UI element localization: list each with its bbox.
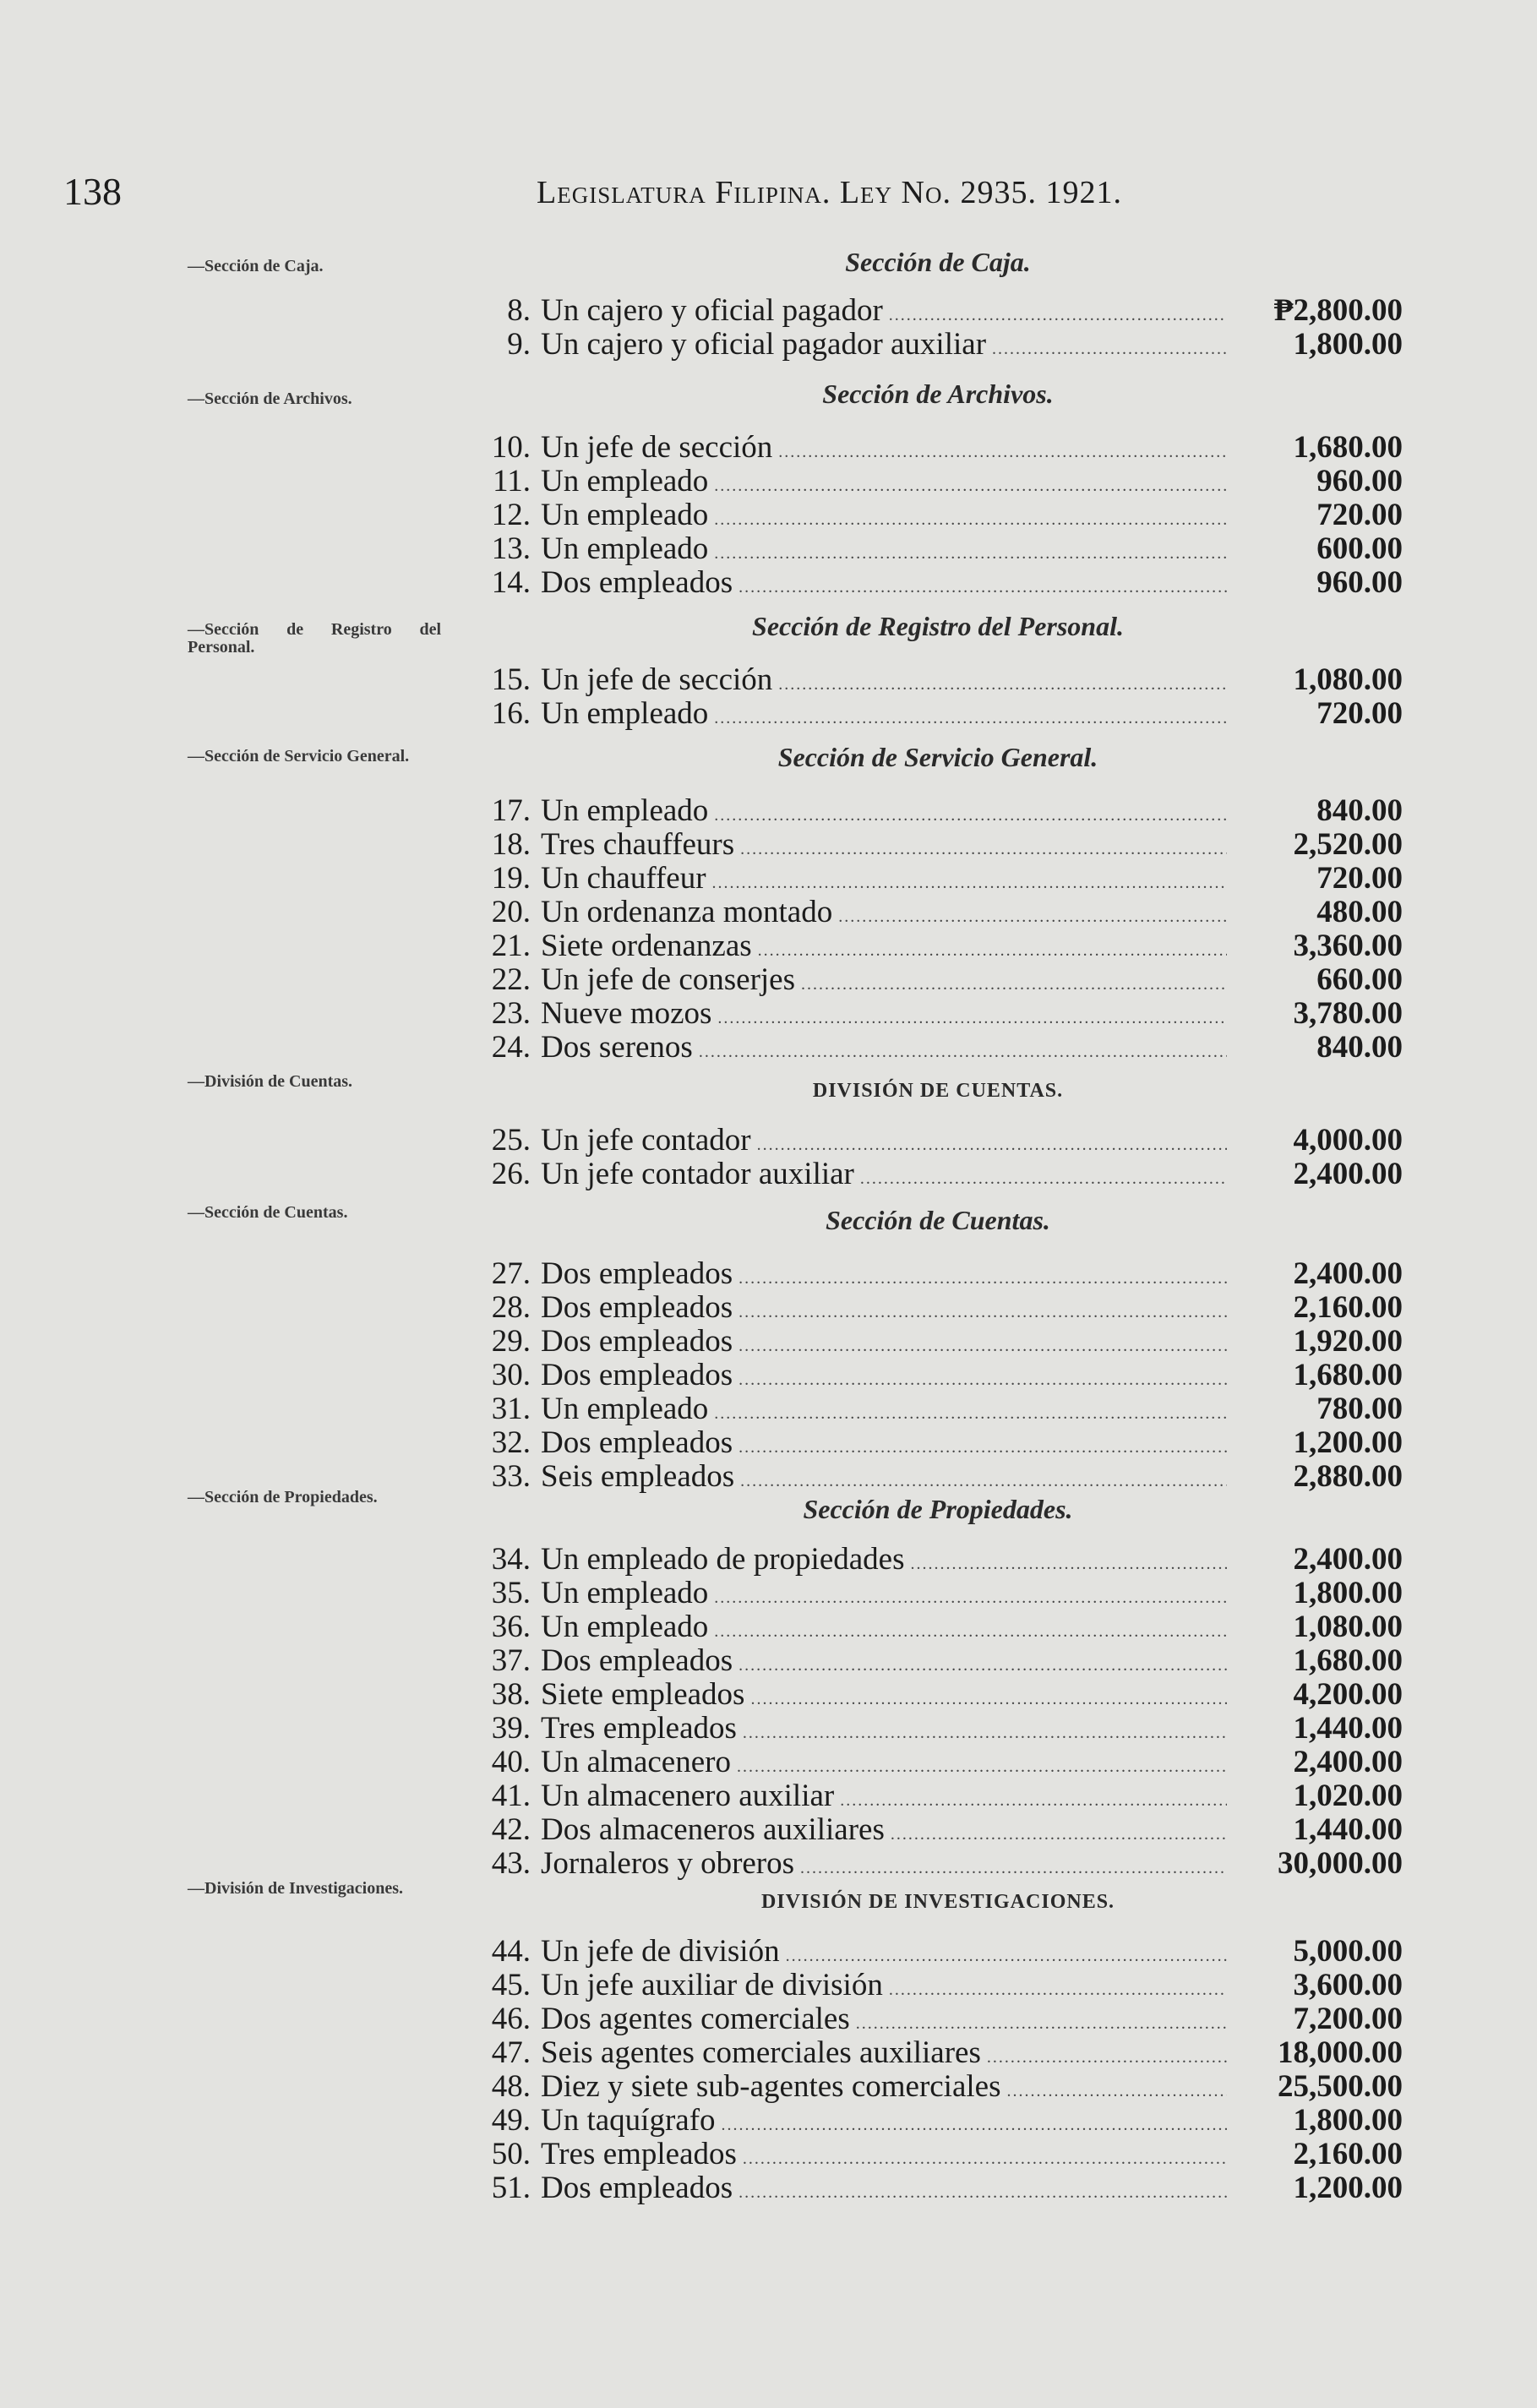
entry-number: 47.	[491, 2035, 531, 2070]
list-item	[473, 1460, 1403, 1494]
section-heading: Sección de Caja.	[845, 247, 1031, 277]
section-heading: Sección de Propiedades.	[803, 1494, 1073, 1524]
list-item	[473, 328, 1403, 362]
entry-amount: 1,080.00	[1293, 662, 1403, 697]
entry-description: Un taquígrafo .....	[541, 2104, 1227, 2138]
entry-description: Dos empleados .....	[541, 1291, 1227, 1325]
entry-number: 9.	[507, 327, 531, 362]
list-item	[473, 1779, 1403, 1813]
entry-amount: 2,160.00	[1293, 2137, 1403, 2171]
margin-note: —Sección de Archivos.	[188, 390, 352, 408]
entry-number: 29.	[491, 1324, 531, 1359]
entry-amount: 720.00	[1316, 861, 1403, 896]
entry-number: 45.	[491, 1968, 531, 2002]
list-item	[473, 1678, 1403, 1712]
list-item	[473, 929, 1403, 963]
entry-number: 35.	[491, 1576, 531, 1610]
entry-number: 21.	[491, 929, 531, 963]
entry-number: 17.	[491, 793, 531, 828]
margin-note: —División de Investigaciones.	[188, 1879, 404, 1898]
list-item	[473, 2171, 1403, 2205]
list-item	[473, 1359, 1403, 1392]
entry-amount: 960.00	[1316, 464, 1403, 498]
entry-amount: 660.00	[1316, 962, 1403, 997]
entry-number: 18.	[491, 827, 531, 862]
entry-amount: 780.00	[1316, 1392, 1403, 1426]
entry-number: 20.	[491, 895, 531, 929]
entry-number: 34.	[491, 1542, 531, 1577]
entry-number: 14.	[491, 565, 531, 600]
entry-number: 22.	[491, 962, 531, 997]
entry-description: Un cajero y oficial pagador auxiliar .....	[541, 328, 1227, 362]
entry-amount: 4,000.00	[1293, 1123, 1403, 1158]
entry-number: 26.	[491, 1157, 531, 1191]
list-item	[473, 2070, 1403, 2104]
list-item	[473, 1746, 1403, 1779]
entry-description: Dos empleados .....	[541, 1426, 1227, 1460]
list-item	[473, 1124, 1403, 1158]
entry-number: 24.	[491, 1030, 531, 1065]
entry-number: 10.	[491, 430, 531, 465]
entry-description: Dos empleados .....	[541, 1325, 1227, 1359]
entry-amount: 1,200.00	[1293, 1425, 1403, 1460]
section-heading: Sección de Archivos.	[822, 379, 1054, 409]
entry-amount: 480.00	[1316, 895, 1403, 929]
division-heading: DIVISIÓN DE INVESTIGACIONES.	[760, 1891, 1115, 1913]
entry-number: 27.	[491, 1256, 531, 1291]
entry-description: Un jefe contador .....	[541, 1124, 1227, 1158]
list-item	[473, 794, 1403, 828]
entry-amount: 1,800.00	[1293, 1576, 1403, 1610]
entry-description: Un cajero y oficial pagador .....	[541, 294, 1227, 328]
entry-amount: 720.00	[1316, 498, 1403, 532]
entry-amount: 2,400.00	[1293, 1256, 1403, 1291]
entry-number: 41.	[491, 1779, 531, 1813]
entry-amount: 840.00	[1316, 793, 1403, 828]
entry-amount: 30,000.00	[1278, 1846, 1403, 1881]
entry-number: 51.	[491, 2171, 531, 2205]
list-item	[473, 828, 1403, 862]
entry-amount: 7,200.00	[1293, 2002, 1403, 2036]
entry-amount: 2,520.00	[1293, 827, 1403, 862]
entry-description: Un empleado .....	[541, 1610, 1227, 1644]
entry-description: Un empleado .....	[541, 1392, 1227, 1426]
entry-number: 39.	[491, 1711, 531, 1746]
list-item	[473, 663, 1403, 697]
entry-description: Un jefe contador auxiliar .....	[541, 1158, 1227, 1191]
entry-amount: 720.00	[1316, 696, 1403, 731]
entry-amount: 2,880.00	[1293, 1459, 1403, 1494]
margin-note: —Sección de Caja.	[188, 257, 324, 275]
entry-amount: 2,400.00	[1293, 1542, 1403, 1577]
entry-description: Un jefe de división .....	[541, 1935, 1227, 1969]
entry-amount: 2,160.00	[1293, 1290, 1403, 1325]
list-item	[473, 1257, 1403, 1291]
list-item	[473, 431, 1403, 465]
list-item	[473, 1325, 1403, 1359]
entry-description: Un almacenero auxiliar .....	[541, 1779, 1227, 1813]
entry-number: 40.	[491, 1745, 531, 1779]
entry-amount: 5,000.00	[1293, 1934, 1403, 1969]
margin-note: —Sección de Cuentas.	[188, 1203, 348, 1222]
entry-number: 32.	[491, 1425, 531, 1460]
list-item	[473, 1935, 1403, 1969]
entry-description: Un empleado .....	[541, 498, 1227, 532]
list-item	[473, 1610, 1403, 1644]
entry-amount: 1,920.00	[1293, 1324, 1403, 1359]
section-heading: Sección de Servicio General.	[777, 742, 1098, 772]
margin-note: —Sección de Propiedades.	[188, 1488, 378, 1506]
entry-description: Dos empleados .....	[541, 1359, 1227, 1392]
entry-amount: 3,360.00	[1293, 929, 1403, 963]
entry-number: 36.	[491, 1610, 531, 1644]
entry-description: Un chauffeur .....	[541, 862, 1227, 896]
entry-description: Un empleado .....	[541, 465, 1227, 498]
section-heading: Sección de Registro del Personal.	[752, 611, 1124, 641]
list-item	[473, 1543, 1403, 1577]
entry-amount: 2,400.00	[1293, 1157, 1403, 1191]
entry-description: Dos empleados .....	[541, 2171, 1227, 2205]
entry-description: Un empleado .....	[541, 697, 1227, 731]
entry-number: 44.	[491, 1934, 531, 1969]
entry-amount: 1,680.00	[1293, 1643, 1403, 1678]
list-item	[473, 1577, 1403, 1610]
list-item	[473, 2104, 1403, 2138]
entry-description: Nueve mozos .....	[541, 997, 1227, 1031]
entry-amount: 18,000.00	[1278, 2035, 1403, 2070]
list-item	[473, 2138, 1403, 2171]
entry-description: Dos empleados .....	[541, 566, 1227, 600]
section-heading: Sección de Cuentas.	[826, 1205, 1050, 1235]
list-item	[473, 896, 1403, 929]
list-item	[473, 1158, 1403, 1191]
entry-description: Seis agentes comerciales auxiliares .....	[541, 2036, 1227, 2070]
list-item	[473, 2036, 1403, 2070]
entry-description: Un empleado .....	[541, 794, 1227, 828]
entry-number: 13.	[491, 531, 531, 566]
entry-description: Un empleado de propiedades .....	[541, 1543, 1227, 1577]
entry-description: Tres empleados .....	[541, 2138, 1227, 2171]
entry-number: 30.	[491, 1358, 531, 1392]
entry-number: 31.	[491, 1392, 531, 1426]
entry-number: 16.	[491, 696, 531, 731]
entry-amount: 1,200.00	[1293, 2171, 1403, 2205]
entry-amount: 1,440.00	[1293, 1812, 1403, 1847]
entry-amount: 1,020.00	[1293, 1779, 1403, 1813]
entry-number: 37.	[491, 1643, 531, 1678]
list-item	[473, 498, 1403, 532]
entry-number: 48.	[491, 2069, 531, 2104]
entry-number: 46.	[491, 2002, 531, 2036]
entry-amount: 1,080.00	[1293, 1610, 1403, 1644]
entry-description: Dos serenos .....	[541, 1031, 1227, 1065]
entry-amount: 1,680.00	[1293, 1358, 1403, 1392]
list-item	[473, 1644, 1403, 1678]
entry-description: Dos agentes comerciales .....	[541, 2002, 1227, 2036]
entry-amount: 840.00	[1316, 1030, 1403, 1065]
entry-description: Siete empleados .....	[541, 1678, 1227, 1712]
entry-description: Tres chauffeurs .....	[541, 828, 1227, 862]
list-item	[473, 697, 1403, 731]
entry-number: 19.	[491, 861, 531, 896]
list-item	[473, 1426, 1403, 1460]
entry-description: Un jefe de sección .....	[541, 663, 1227, 697]
list-item	[473, 1847, 1403, 1881]
list-item	[473, 1031, 1403, 1065]
entry-amount: 3,780.00	[1293, 996, 1403, 1031]
page-header	[63, 169, 1289, 220]
margin-note: —Sección de Registro del Personal.	[188, 620, 441, 656]
entry-number: 43.	[491, 1846, 531, 1881]
list-item	[473, 566, 1403, 600]
entry-number: 12.	[491, 498, 531, 532]
list-item	[473, 862, 1403, 896]
list-item	[473, 465, 1403, 498]
entry-amount: 1,680.00	[1293, 430, 1403, 465]
entry-description: Dos empleados .....	[541, 1644, 1227, 1678]
entry-amount: 1,800.00	[1293, 327, 1403, 362]
entry-number: 50.	[491, 2137, 531, 2171]
entry-amount: 4,200.00	[1293, 1677, 1403, 1712]
entry-number: 38.	[491, 1677, 531, 1712]
page-number: 138	[63, 170, 122, 213]
entry-amount: 1,440.00	[1293, 1711, 1403, 1746]
entry-number: 25.	[491, 1123, 531, 1158]
entry-description: Un jefe de sección .....	[541, 431, 1227, 465]
running-head: Legislatura Filipina. Ley No. 2935. 1921.	[537, 175, 1122, 210]
entry-amount: ₱2,800.00	[1273, 293, 1403, 328]
entry-description: Jornaleros y obreros .....	[541, 1847, 1227, 1881]
entry-number: 23.	[491, 996, 531, 1031]
entry-description: Un empleado .....	[541, 1577, 1227, 1610]
entry-number: 28.	[491, 1290, 531, 1325]
entry-number: 11.	[493, 464, 531, 498]
entry-amount: 2,400.00	[1293, 1745, 1403, 1779]
entry-description: Tres empleados .....	[541, 1712, 1227, 1746]
entry-amount: 25,500.00	[1278, 2069, 1403, 2104]
list-item	[473, 1813, 1403, 1847]
list-item	[473, 1712, 1403, 1746]
entry-description: Diez y siete sub-agentes comerciales .....	[541, 2070, 1227, 2104]
entry-number: 15.	[491, 662, 531, 697]
list-item	[473, 1291, 1403, 1325]
entry-amount: 1,800.00	[1293, 2103, 1403, 2138]
entry-number: 33.	[491, 1459, 531, 1494]
entry-amount: 960.00	[1316, 565, 1403, 600]
list-item	[473, 532, 1403, 566]
entry-number: 49.	[491, 2103, 531, 2138]
margin-note: —Sección de Servicio General.	[188, 747, 410, 765]
list-item	[473, 2002, 1403, 2036]
margin-note: —División de Cuentas.	[188, 1072, 353, 1091]
entry-description: Dos empleados .....	[541, 1257, 1227, 1291]
list-item	[473, 997, 1403, 1031]
entry-description: Dos almaceneros auxiliares .....	[541, 1813, 1227, 1847]
entry-description: Un empleado .....	[541, 532, 1227, 566]
entry-number: 8.	[507, 293, 531, 328]
entry-amount: 3,600.00	[1293, 1968, 1403, 2002]
entry-amount: 600.00	[1316, 531, 1403, 566]
entry-description: Seis empleados .....	[541, 1460, 1227, 1494]
entry-description: Un jefe auxiliar de división .....	[541, 1969, 1227, 2002]
list-item	[473, 963, 1403, 997]
entry-description: Un ordenanza montado .....	[541, 896, 1227, 929]
entry-description: Siete ordenanzas .....	[541, 929, 1227, 963]
entry-number: 42.	[491, 1812, 531, 1847]
division-heading: DIVISIÓN DE CUENTAS.	[812, 1080, 1064, 1102]
list-item	[473, 1969, 1403, 2002]
list-item	[473, 294, 1403, 328]
entry-description: Un jefe de conserjes .....	[541, 963, 1227, 997]
entry-description: Un almacenero .....	[541, 1746, 1227, 1779]
list-item	[473, 1392, 1403, 1426]
